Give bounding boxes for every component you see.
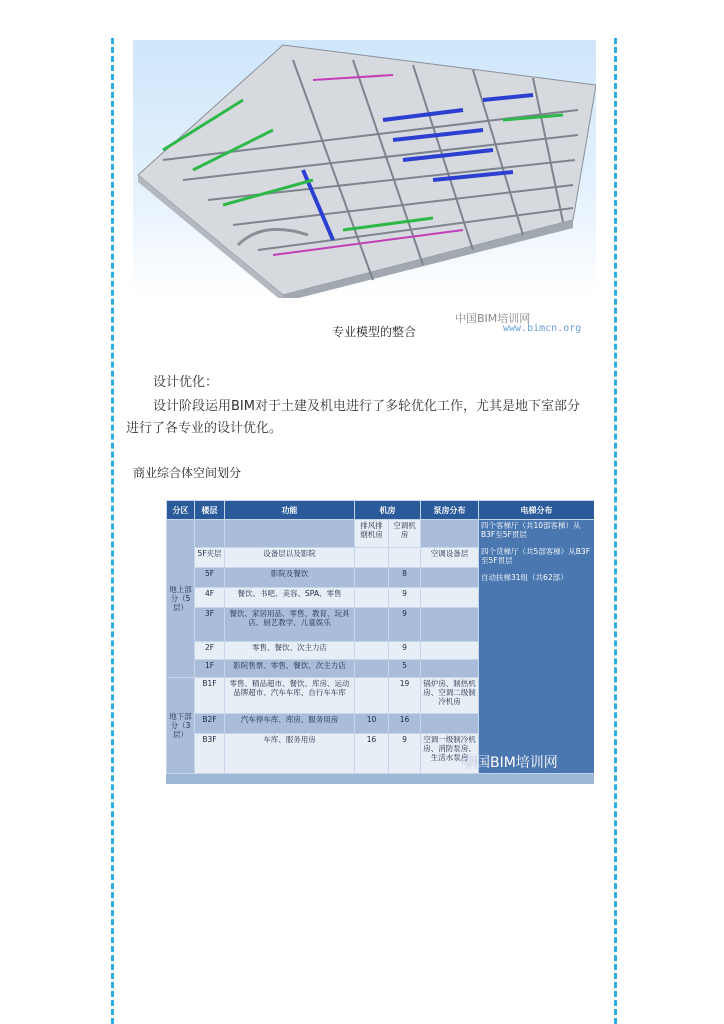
text-line-1: 设计优化： <box>153 375 219 390</box>
cell-ac: 9 <box>389 642 421 660</box>
cell-pump <box>421 714 479 734</box>
table-title: 商业综合体空间划分 <box>133 466 242 480</box>
cell-ac: 9 <box>389 608 421 642</box>
cell-func: 餐饮、书吧、美容、SPA、零售 <box>225 588 355 608</box>
header-elevator: 电梯分布 <box>479 501 595 520</box>
cell-pump <box>421 660 479 678</box>
cell-fan: 10 <box>355 714 389 734</box>
cell-floor: 3F <box>195 608 225 642</box>
cell-ac: 9 <box>389 734 421 774</box>
table-watermark: 中国BIM培训网 <box>462 755 558 771</box>
page-border-left <box>111 38 114 1024</box>
cell-fan <box>355 608 389 642</box>
cell-func: 餐饮、家居用品、零售、教育、玩具店、厨艺教学、儿童娱乐 <box>225 608 355 642</box>
cell-floor: 2F <box>195 642 225 660</box>
space-division-table <box>166 500 594 784</box>
subheader-ac: 空调机房 <box>389 520 421 548</box>
cell-pump <box>421 568 479 588</box>
subheader-fan: 排风排烟机房 <box>355 520 389 548</box>
cell-pump <box>421 642 479 660</box>
cell-pump: 空调设备层 <box>421 548 479 568</box>
text-line-3: 进行了各专业的设计优化。 <box>126 421 283 436</box>
header-floor: 楼层 <box>195 501 225 520</box>
cell-fan <box>355 678 389 714</box>
cell-ac: 8 <box>389 568 421 588</box>
cell-fan <box>355 588 389 608</box>
cell-ac <box>389 548 421 568</box>
bim-model-illustration <box>133 40 596 298</box>
cell-func: 影院售票、零售、餐饮、次主力店 <box>225 660 355 678</box>
cell-pump <box>421 608 479 642</box>
watermark-line1: 中国BIM培训网 <box>455 312 531 325</box>
page-border-right <box>614 38 617 1024</box>
cell-func: 零售、餐饮、次主力店 <box>225 642 355 660</box>
elevator-line-2: 四个货梯厅（共5部客梯）从B3F至5F贯层 <box>481 547 591 565</box>
cell-pump <box>421 588 479 608</box>
cell-pump: 空调一级制冷机房、消防泵房、生活水泵房 <box>421 734 479 774</box>
elevator-line-1: 四个客梯厅（共10部客梯）从B3F至5F贯层 <box>481 521 581 539</box>
cell-ac: 16 <box>389 714 421 734</box>
cell-func: 影院及餐饮 <box>225 568 355 588</box>
cell-floor: 5F <box>195 568 225 588</box>
cell-func <box>225 520 355 548</box>
cell-floor: B3F <box>195 734 225 774</box>
zone-below: 地下部分（3层） <box>167 678 195 774</box>
cell-func: 设备层以及影院 <box>225 548 355 568</box>
cell-fan <box>355 642 389 660</box>
cell-fan <box>355 660 389 678</box>
cell-fan <box>355 548 389 568</box>
cell-ac: 19 <box>389 678 421 714</box>
watermark-line2: www.bimcn.org <box>503 323 582 334</box>
text-line-2: 设计阶段运用BIM对于土建及机电进行了多轮优化工作，尤其是地下室部分 <box>153 399 580 414</box>
header-pump: 泵房分布 <box>421 501 479 520</box>
cell-pump <box>421 520 479 548</box>
cell-ac: 5 <box>389 660 421 678</box>
cell-floor: 4F <box>195 588 225 608</box>
figure-caption: 专业模型的整合 <box>332 325 417 339</box>
cell-func: 零售、精品超市、餐饮、库房、运动品牌超市、汽车车库、自行车车库 <box>225 678 355 714</box>
cell-floor: B2F <box>195 714 225 734</box>
bim-model-image <box>133 40 596 298</box>
zone-above: 地上部分（5层） <box>167 520 195 678</box>
cell-pump: 锅炉房、制热机房、空调二级制冷机房 <box>421 678 479 714</box>
header-function: 功能 <box>225 501 355 520</box>
cell-fan: 16 <box>355 734 389 774</box>
cell-fan <box>355 568 389 588</box>
header-machine-room: 机房 <box>355 501 421 520</box>
header-zone: 分区 <box>167 501 195 520</box>
cell-floor: B1F <box>195 678 225 714</box>
cell-floor: 5F夹层 <box>195 548 225 568</box>
elevator-cell <box>479 520 595 774</box>
cell-floor: 1F <box>195 660 225 678</box>
figure-model <box>133 40 596 340</box>
elevator-line-3: 自动扶梯31组（共62部） <box>481 573 568 582</box>
cell-ac: 9 <box>389 588 421 608</box>
cell-floor <box>195 520 225 548</box>
cell-func: 车库、服务用房 <box>225 734 355 774</box>
cell-func: 汽车停车库、库房、服务用房 <box>225 714 355 734</box>
